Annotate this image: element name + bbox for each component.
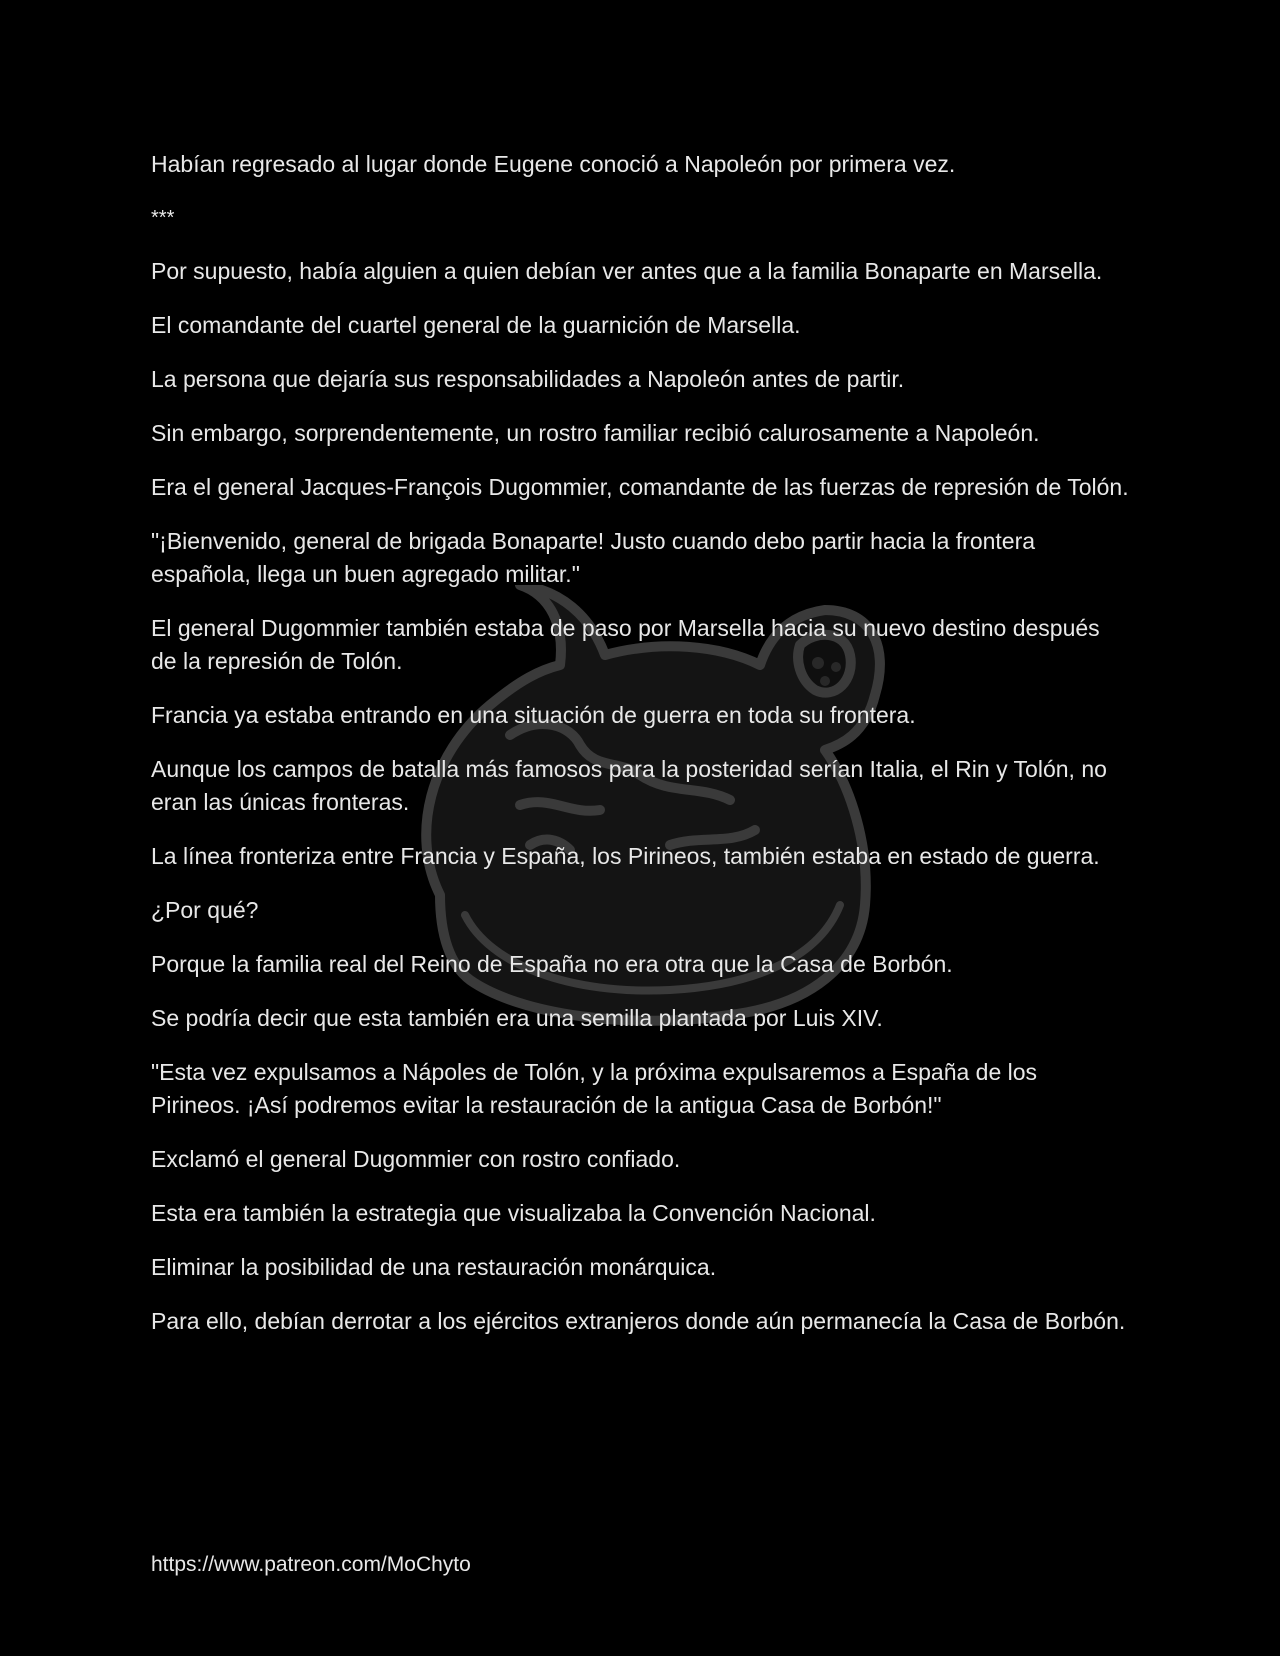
paragraph: "Esta vez expulsamos a Nápoles de Tolón, y la próxima expulsaremos a España de los Pirineos. ¡Así podremos evitar la restauración de la antigua Casa de Borbón!" (151, 1059, 1038, 1118)
paragraph: El general Dugommier también estaba de paso por Marsella hacia su nuevo destino después de la represión de Tolón. (151, 615, 1100, 674)
paragraph: Aunque los campos de batalla más famosos para la posteridad serían Italia, el Rin y Tolón, no eran las únicas fronteras. (151, 756, 1107, 815)
paragraph: Eliminar la posibilidad de una restauración monárquica. (151, 1254, 717, 1280)
section-separator: *** (151, 207, 175, 229)
patreon-link[interactable]: https://www.patreon.com/MoChyto (151, 1553, 471, 1576)
paragraph: Francia ya estaba entrando en una situación de guerra en toda su frontera. (151, 702, 916, 728)
paragraph: Porque la familia real del Reino de España no era otra que la Casa de Borbón. (151, 951, 953, 977)
paragraph: Era el general Jacques-François Dugommier, comandante de las fuerzas de represión de Tolón. (151, 474, 1129, 500)
paragraph: El comandante del cuartel general de la guarnición de Marsella. (151, 312, 801, 338)
paragraph: Por supuesto, había alguien a quien debían ver antes que a la familia Bonaparte en Marsella. (151, 258, 1103, 284)
paragraph: ¿Por qué? (151, 897, 259, 923)
paragraph: La línea fronteriza entre Francia y España, los Pirineos, también estaba en estado de guerra. (151, 843, 1100, 869)
paragraph: Habían regresado al lugar donde Eugene conoció a Napoleón por primera vez. (151, 151, 956, 177)
paragraph: Se podría decir que esta también era una semilla plantada por Luis XIV. (151, 1005, 883, 1031)
paragraph: Exclamó el general Dugommier con rostro confiado. (151, 1146, 681, 1172)
paragraph: Esta era también la estrategia que visualizaba la Convención Nacional. (151, 1200, 876, 1226)
paragraph: Sin embargo, sorprendentemente, un rostro familiar recibió calurosamente a Napoleón. (151, 420, 1040, 446)
paragraph: "¡Bienvenido, general de brigada Bonaparte! Justo cuando debo partir hacia la frontera española, llega un buen agregado militar." (151, 528, 1036, 587)
paragraph: Para ello, debían derrotar a los ejércitos extranjeros donde aún permanecía la Casa de Borbón. (151, 1308, 1126, 1334)
paragraph: La persona que dejaría sus responsabilidades a Napoleón antes de partir. (151, 366, 905, 392)
chapter-text (151, 148, 1131, 1359)
